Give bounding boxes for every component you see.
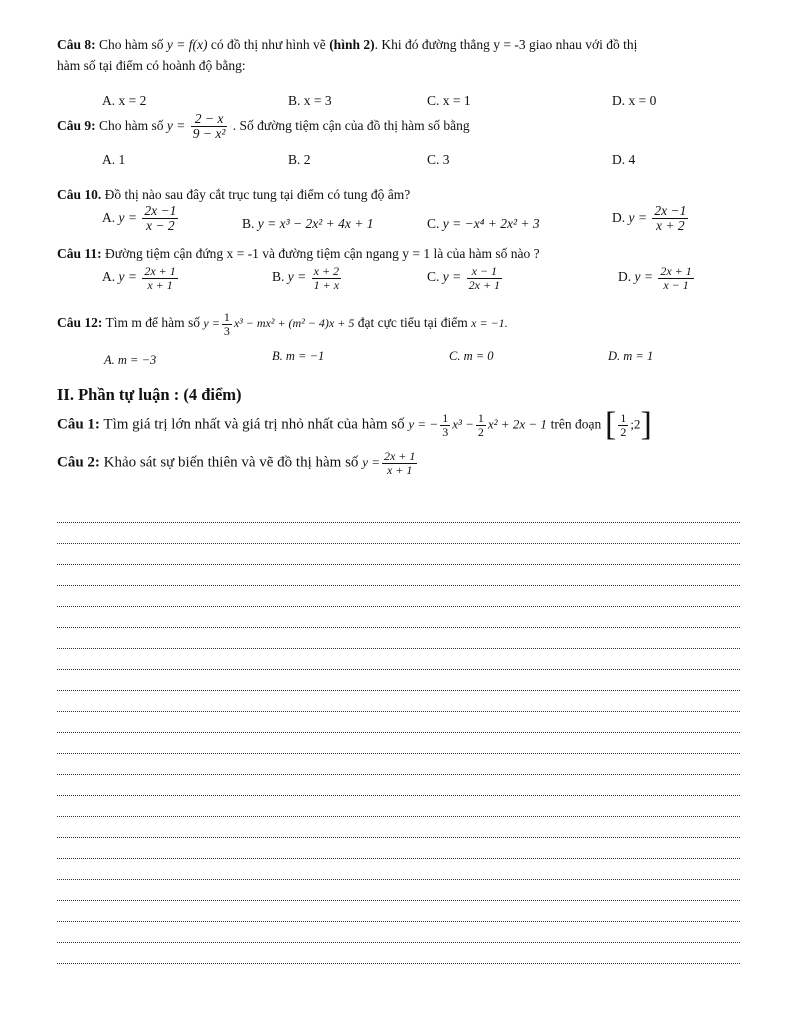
q9-option-b: B. 2 [288, 152, 311, 167]
answer-line [57, 711, 740, 712]
essay-q2-den: x + 1 [386, 462, 413, 477]
q12-option-b: B. m = −1 [272, 349, 325, 363]
q11-c-letter: C. [427, 269, 440, 285]
answer-line [57, 774, 740, 775]
q11-option-a [102, 265, 180, 291]
q11-d-y: y = [634, 269, 653, 285]
answer-line [57, 669, 740, 670]
q11-c-y: y = [442, 269, 462, 285]
q11-option-c [427, 265, 504, 291]
q11-label: Câu 11: [57, 246, 102, 261]
answer-line [57, 606, 740, 607]
part2-heading: II. Phần tự luận : (4 điểm) [57, 385, 242, 404]
answer-line [57, 942, 740, 943]
essay-q1 [57, 408, 652, 442]
essay-q1-rb: ;2 [630, 416, 641, 432]
q10-a-y: y = [118, 209, 137, 225]
answer-line [57, 900, 740, 901]
essay-q2-label: Câu 2: [57, 454, 100, 471]
essay-q1-f1n: 1 [442, 410, 449, 425]
q9-option-c: C. 3 [427, 152, 450, 167]
q10-option-b [242, 216, 374, 232]
q8-text-a: Cho hàm số [99, 37, 164, 52]
q11-c-num: x − 1 [467, 265, 502, 279]
essay-q1-tail: x² + 2x − 1 [487, 416, 547, 432]
q11-b-letter: B. [272, 269, 285, 285]
q10-line1 [57, 187, 410, 203]
q11-c-den: 2x + 1 [468, 277, 501, 292]
answer-line [57, 648, 740, 649]
q10-c-expr: y = −x⁴ + 2x² + 3 [442, 216, 540, 231]
q12-option-c: C. m = 0 [449, 349, 494, 363]
q11-line1 [57, 246, 540, 262]
q8-ref: (hình 2) [329, 37, 375, 52]
q10-option-a [102, 204, 180, 233]
q11-a-num: 2x + 1 [144, 264, 176, 278]
q11-a-letter: A. [102, 269, 116, 285]
answer-line [57, 963, 740, 964]
q11-d-letter: D. [618, 269, 632, 285]
q9-numerator: 2 − x [191, 112, 228, 127]
essay-q1-mid: x³ − [452, 416, 474, 432]
answer-line [57, 690, 740, 691]
q10-d-num: 2x −1 [654, 203, 687, 218]
answer-line [57, 543, 740, 544]
q9-line1 [57, 112, 470, 141]
q12-rest: x³ − mx² + (m² − 4)x + 5 [233, 316, 355, 331]
q10-d-letter: D. [612, 209, 626, 225]
answer-line [57, 879, 740, 880]
q11-b-y: y = [287, 269, 307, 285]
q11-d-num: 2x + 1 [660, 264, 692, 278]
q12-option-a: A. m = −3 [104, 353, 157, 367]
q12-y: y = [203, 316, 220, 331]
essay-q1-text: Tìm giá trị lớn nhất và giá trị nhỏ nhất của hàm số [103, 416, 405, 433]
q9-y: y = [166, 117, 186, 133]
q8-line2: hàm số tại điểm có hoành độ bằng: [57, 58, 246, 73]
q10-option-c [427, 216, 540, 232]
q11-option-b [272, 265, 343, 291]
q12-text-b: đạt cực tiểu tại điểm [357, 315, 468, 331]
q9-option-a: A. 1 [102, 152, 126, 167]
q8-option-d: D. x = 0 [612, 93, 657, 108]
q8-option-c: C. x = 1 [427, 93, 471, 108]
q10-d-fraction [652, 204, 688, 233]
essay-q1-ln: 1 [620, 410, 627, 425]
answer-line [57, 858, 740, 859]
essay-q2-y: y = [362, 454, 380, 470]
q9-fraction [191, 112, 228, 141]
q10-a-num: 2x −1 [144, 203, 177, 218]
essay-q1-label: Câu 1: [57, 416, 100, 433]
q11-a-fraction [142, 265, 177, 291]
q10-a-letter: A. [102, 209, 116, 225]
answer-line [57, 627, 740, 628]
q11-c-fraction [467, 265, 502, 291]
essay-q1-on: trên đoạn [550, 416, 602, 432]
essay-q2 [57, 450, 419, 476]
essay-q1-frac2 [476, 412, 486, 438]
q11-d-den: x − 1 [663, 277, 689, 292]
q11-a-den: x + 1 [147, 277, 173, 292]
essay-q1-f1d: 3 [442, 424, 449, 439]
answer-line [57, 837, 740, 838]
q10-label: Câu 10. [57, 187, 102, 202]
q8-line1 [57, 37, 637, 53]
q12-line1 [57, 311, 508, 337]
essay-q2-text: Khảo sát sự biến thiên và vẽ đồ thị hàm số [103, 454, 359, 471]
answer-line [57, 816, 740, 817]
essay-q2-num: 2x + 1 [383, 449, 416, 463]
q8-text-b: có đồ thị như hình vẽ [210, 37, 326, 52]
q12-point: x = −1. [471, 316, 508, 331]
q9-text-a: Cho hàm số [99, 117, 164, 133]
essay-q1-interval-frac [618, 412, 628, 438]
q10-text: Đồ thị nào sau đây cắt trục tung tại điểm có tung độ âm? [104, 187, 411, 202]
q12-text-a: Tìm m để hàm số [105, 315, 201, 331]
q8-text-c: . Khi đó đường thẳng y = -3 giao nhau với đồ thị [374, 37, 638, 52]
answer-line [57, 522, 740, 523]
q11-b-den: 1 + x [313, 277, 340, 292]
q9-denominator: 9 − x² [192, 126, 226, 142]
essay-q1-f2d: 2 [477, 424, 484, 439]
q9-label: Câu 9: [57, 117, 96, 133]
q12-option-d: D. m = 1 [608, 349, 654, 363]
q12-den: 3 [223, 323, 230, 338]
q10-a-fraction [142, 204, 178, 233]
q11-text: Đường tiệm cận đứng x = -1 và đường tiệm cận ngang y = 1 là của hàm số nào ? [105, 246, 540, 261]
q11-option-d [618, 265, 696, 291]
essay-q1-frac1 [440, 412, 450, 438]
q11-b-num: x + 2 [313, 264, 340, 278]
answer-line [57, 753, 740, 754]
answer-line [57, 921, 740, 922]
q12-label: Câu 12: [57, 315, 103, 331]
q10-c-letter: C. [427, 216, 440, 231]
interval-right-bracket: ] [640, 406, 652, 443]
q10-option-d [612, 204, 690, 233]
answer-line [57, 732, 740, 733]
q10-d-den: x + 2 [656, 218, 685, 234]
q11-a-y: y = [118, 269, 137, 285]
essay-q1-ld: 2 [620, 424, 627, 439]
q11-b-fraction [312, 265, 341, 291]
q8-option-b: B. x = 3 [288, 93, 332, 108]
q8-formula: y = f(x) [166, 37, 208, 52]
q10-b-letter: B. [242, 216, 255, 231]
interval-left-bracket: [ [604, 406, 617, 443]
q12-fraction [222, 311, 232, 337]
answer-line [57, 795, 740, 796]
q10-a-den: x − 2 [146, 218, 175, 234]
q8-option-a: A. x = 2 [102, 93, 147, 108]
q11-d-fraction [658, 265, 693, 291]
essay-q1-y: y = − [408, 416, 439, 432]
q9-text-b: . Số đường tiệm cận của đồ thị hàm số bằng [232, 117, 470, 133]
essay-q1-f2n: 1 [477, 410, 484, 425]
essay-q2-fraction [382, 450, 417, 476]
q9-option-d: D. 4 [612, 152, 636, 167]
q8-label: Câu 8: [57, 37, 96, 52]
answer-line [57, 585, 740, 586]
q10-d-y: y = [628, 209, 647, 225]
q12-num: 1 [223, 310, 230, 324]
answer-line [57, 564, 740, 565]
q10-b-expr: y = x³ − 2x² + 4x + 1 [257, 216, 374, 231]
